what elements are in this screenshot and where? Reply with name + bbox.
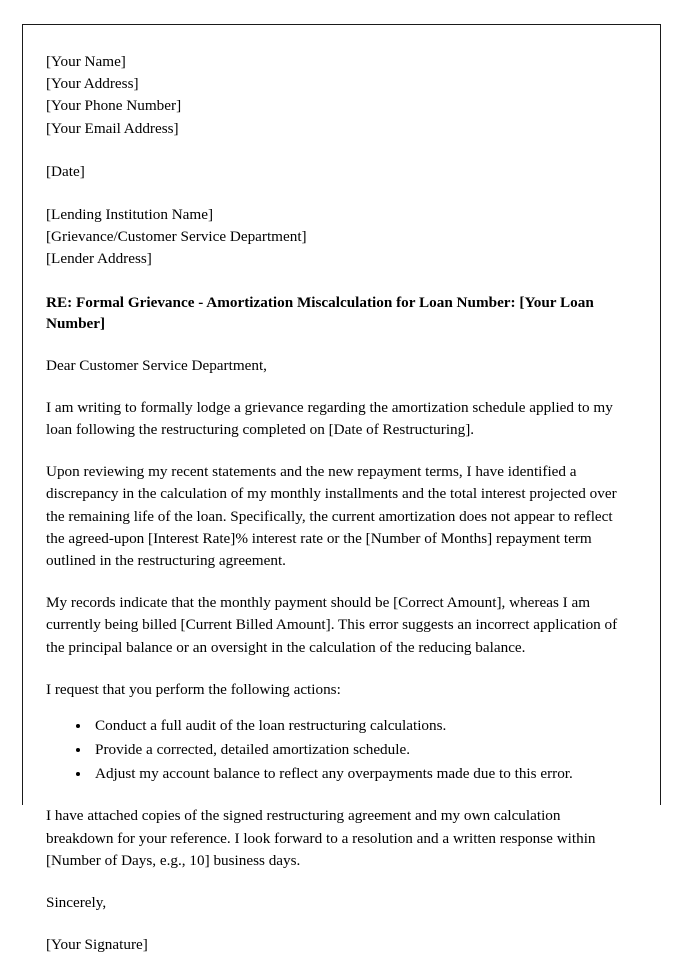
requested-actions-list (46, 715, 627, 786)
recipient-line: [Lender Address] (46, 250, 152, 268)
sender-line: [Your Name] (46, 53, 126, 70)
date-block (46, 161, 627, 183)
list-item: • Conduct a full audit of the loan restructuring calculations. (91, 715, 627, 737)
date-line: [Date] (46, 162, 85, 180)
body-paragraph-3: My records indicate that the monthly payment should be [Correct Amount], whereas I am currently being billed [Current Billed Amount]. This error suggests an incorrect application of the principal balance or an oversight in the calculation of the reducing balance. (46, 594, 618, 656)
closing-salutation: Sincerely, (46, 894, 107, 912)
body-paragraph-2: Upon reviewing my recent statements and the new repayment terms, I have identified a discrepancy in the calculation of my monthly installments and the total interest projected over the remaining life of the loan. Specifically, the current amortization does not appear to reflect the agreed-upon [Interest Rate]% interest rate or the [Number of Months] repayment term outlined in the restructuring agreement. (46, 463, 617, 569)
recipient-line: [Lending Institution Name] (46, 205, 214, 223)
subject-line: RE: Formal Grievance - Amortization Miscalculation for Loan Number: [Your Loan Number] (46, 293, 594, 333)
list-item: • Adjust my account balance to reflect any overpayments made due to this error. (91, 763, 627, 785)
salutation: Dear Customer Service Department, (46, 356, 267, 374)
document-body (23, 25, 660, 956)
requested-actions-lead-in: I request that you perform the following actions: (46, 680, 341, 698)
list-item: • Provide a corrected, detailed amortization schedule. (91, 739, 627, 761)
body-paragraph-1: I am writing to formally lodge a grievance regarding the amortization schedule applied to my loan following the restructuring completed on [Date of Restructuring]. (46, 398, 613, 439)
recipient-address-block (46, 204, 627, 271)
sender-line: [Your Address] (46, 75, 139, 93)
recipient-line: [Grievance/Customer Service Department] (46, 228, 307, 246)
sender-line: [Your Phone Number] (46, 97, 182, 115)
document-page (22, 24, 661, 954)
signature-line: [Your Signature] (46, 936, 148, 954)
sender-line: [Your Email Address] (46, 119, 179, 137)
sender-address-block (46, 51, 627, 140)
body-paragraph-4: I have attached copies of the signed restructuring agreement and my own calculation breakdown for your reference. I look forward to a resolution and a written response within [Number of Days, e.g., 10] business days. (46, 807, 596, 869)
